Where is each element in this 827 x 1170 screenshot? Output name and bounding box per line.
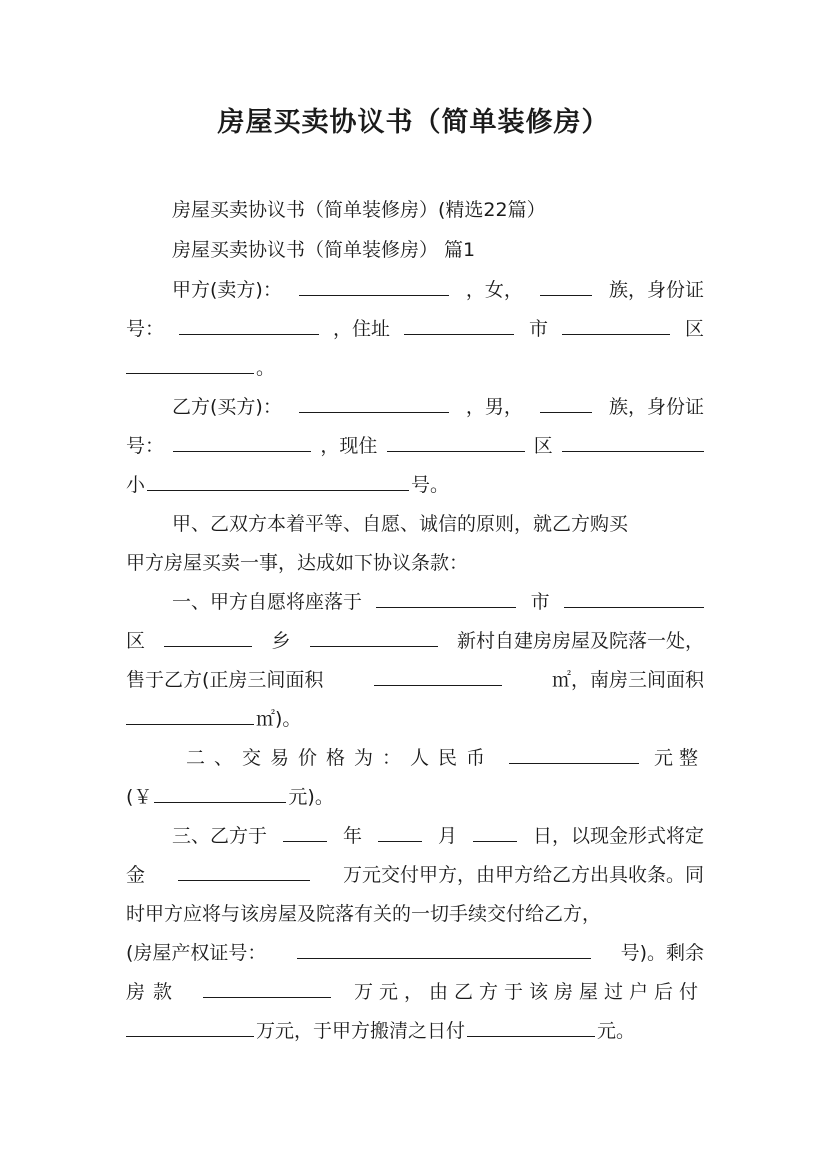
clause1-sale-text: 售于乙方(正房三间面积	[126, 669, 324, 691]
party-b-line-1	[172, 393, 704, 421]
party-b-district-label: 区	[533, 435, 553, 457]
clause3-line-6	[126, 1017, 704, 1045]
clause3-line-2	[126, 861, 704, 889]
party-a-end: 。	[256, 357, 276, 379]
seller-id-blank	[179, 315, 319, 335]
party-b-line-2	[126, 432, 704, 460]
clause2-end: 元)。	[288, 786, 334, 808]
party-a-id-prefix: 号：	[126, 318, 165, 340]
location-blank	[376, 588, 516, 608]
party-a-district-label: 区	[684, 318, 704, 340]
buyer-number-blank	[147, 471, 409, 491]
buyer-district-blank	[562, 432, 704, 452]
price-number-blank	[154, 783, 286, 803]
clause3-line-5	[126, 978, 704, 1006]
seller-district-blank	[126, 354, 254, 374]
party-b-line-3	[126, 471, 704, 499]
party-a-label: 甲方(卖方)：	[172, 279, 282, 301]
party-a-id-label: 族，身份证	[608, 279, 704, 301]
after-transfer-blank	[126, 1017, 254, 1037]
buyer-id-blank	[173, 432, 311, 452]
final-payment-blank	[467, 1017, 595, 1037]
party-b-id-prefix: 号：	[126, 435, 165, 457]
seller-city-blank	[562, 315, 670, 335]
clause1-line-3	[126, 666, 704, 694]
year-blank	[283, 822, 327, 842]
party-a-address-label: ，住址	[332, 318, 390, 340]
subtitle: 房屋买卖协议书（简单装修房）(精选22篇）	[172, 199, 546, 221]
clause3-year: 年	[342, 825, 362, 847]
party-b-small-label: 小	[126, 474, 146, 496]
party-a-line-1	[172, 276, 704, 304]
clause1-line-2	[126, 627, 704, 655]
clause1-label: 一、甲方自愿将座落于	[172, 591, 363, 613]
buyer-name-blank	[299, 393, 449, 413]
intro-line-2: 甲方房屋买卖一事，达成如下协议条款：	[126, 552, 469, 574]
clause1-village-text: 新村自建房房屋及院落一处，	[456, 630, 704, 652]
party-b-label: 乙方(买方)：	[172, 396, 282, 418]
clause3-balance-text: 万元，由乙方于该房屋过户后付	[353, 981, 704, 1003]
clause1-line-1	[172, 588, 704, 616]
party-a-gender: ，女，	[465, 279, 523, 301]
township-blank	[310, 627, 438, 647]
party-b-residence-label: ，现住	[320, 435, 378, 457]
month-blank	[378, 822, 422, 842]
clause3-month: 月	[437, 825, 457, 847]
clause2-amount-prefix: (￥	[126, 786, 153, 808]
buyer-ethnicity-blank	[540, 393, 592, 413]
clause1-township-label: 乡	[271, 630, 291, 652]
clause3-deposit-text: 万元交付甲方，由甲方给乙方出具收条。同	[342, 864, 704, 886]
document-title: 房屋买卖协议书（简单装修房）	[217, 107, 610, 138]
main-room-area-blank	[374, 666, 502, 686]
clause3-label: 三、乙方于	[172, 825, 268, 847]
seller-name-blank	[299, 276, 449, 296]
party-a-line-3	[126, 354, 704, 382]
seller-ethnicity-blank	[540, 276, 592, 296]
clause1-city-label: 市	[530, 591, 550, 613]
clause2-label: 二、交易价格为：人民币	[186, 747, 495, 769]
party-b-end: 号。	[411, 474, 450, 496]
balance-blank	[203, 978, 331, 998]
clause2-line-1	[186, 744, 704, 772]
clause2-line-2	[126, 783, 704, 811]
property-cert-blank	[297, 939, 591, 959]
clause3-balance-label: 房款	[126, 981, 181, 1003]
city-blank	[564, 588, 704, 608]
buyer-residence-blank	[387, 432, 525, 452]
clause1-south-room-text: ㎡，南房三间面积	[551, 669, 704, 691]
south-room-area-blank	[126, 705, 254, 725]
party-b-id-label: 族，身份证	[608, 396, 704, 418]
deposit-blank	[178, 861, 310, 881]
clause1-district-label: 区	[126, 630, 146, 652]
clause3-end: 元。	[597, 1020, 636, 1042]
party-a-line-2	[126, 315, 704, 343]
clause3-move-out-text: 万元，于甲方搬清之日付	[256, 1020, 466, 1042]
section-heading: 房屋买卖协议书（简单装修房） 篇1	[172, 239, 476, 261]
seller-address-blank	[404, 315, 514, 335]
clause3-day-text: 日，以现金形式将定	[532, 825, 704, 847]
clause3-cert-label: (房屋产权证号：	[126, 942, 267, 964]
day-blank	[473, 822, 517, 842]
clause3-line-4	[126, 939, 704, 967]
clause2-yuan: 元整	[653, 747, 704, 769]
party-b-gender: ，男，	[465, 396, 523, 418]
intro-line-1: 甲、乙双方本着平等、自愿、诚信的原则，就乙方购买	[172, 513, 629, 535]
district-blank	[164, 627, 252, 647]
clause1-line-4	[126, 705, 704, 733]
clause1-end: ㎡)。	[256, 708, 302, 730]
clause3-line-3: 时甲方应将与该房屋及院落有关的一切手续交付给乙方，	[126, 903, 602, 925]
price-words-blank	[509, 744, 639, 764]
clause3-line-1	[172, 822, 704, 850]
party-a-city-label: 市	[528, 318, 548, 340]
clause3-remaining-text: 号)。剩余	[620, 942, 704, 964]
clause3-deposit-label: 金	[126, 864, 146, 886]
